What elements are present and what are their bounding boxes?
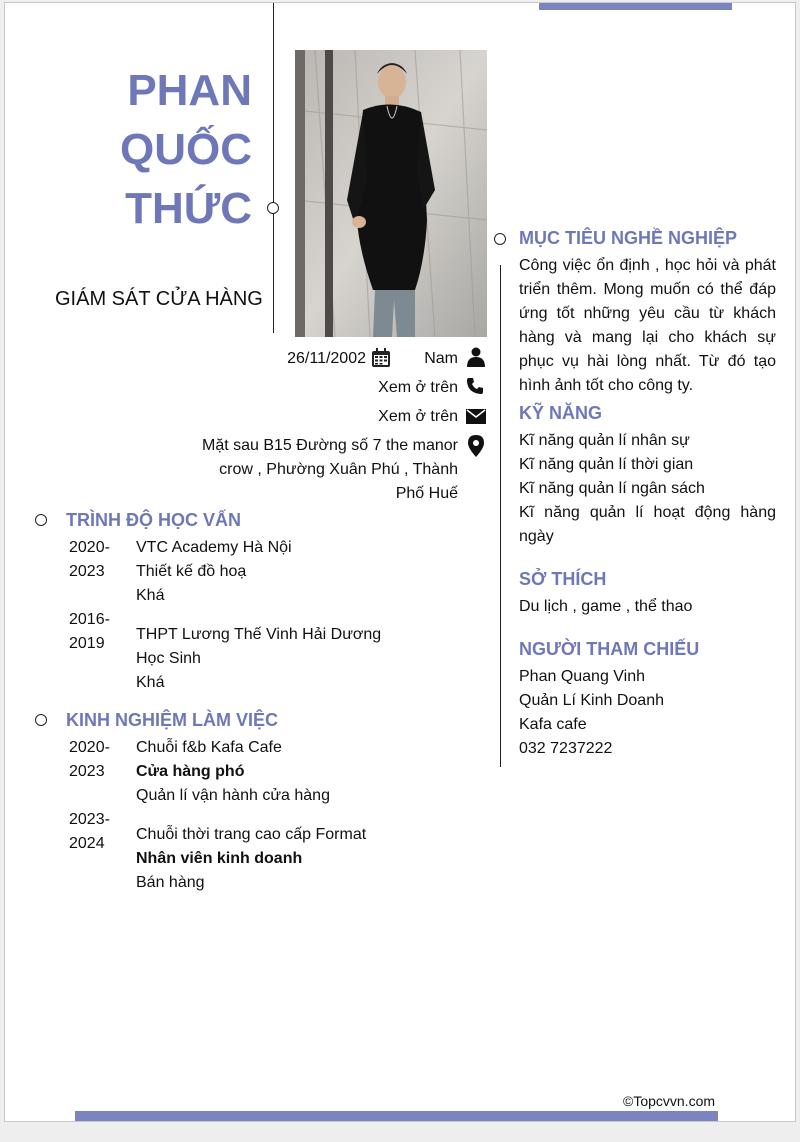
education-timeline-dot — [35, 514, 47, 526]
full-name — [120, 61, 252, 238]
education-major: Học Sinh — [136, 650, 201, 667]
experience-description: Bán hàng — [136, 874, 205, 891]
profile-photo — [295, 50, 487, 337]
right-divider-line — [500, 265, 501, 767]
name-line-1: PHAN — [127, 66, 252, 115]
name-line-2: QUỐC — [120, 125, 252, 174]
education-grade: Khá — [136, 587, 165, 604]
gender: Nam — [424, 350, 458, 367]
skills-title: KỸ NĂNG — [519, 403, 603, 423]
experience-description: Quản lí vận hành cửa hàng — [136, 787, 330, 804]
reference-company: Kafa cafe — [519, 716, 587, 733]
map-pin-icon — [468, 435, 484, 462]
name-line-3: THỨC — [125, 184, 252, 233]
skill-item: Kĩ năng quản lí thời gian — [519, 456, 694, 473]
objective-text: Công việc ổn định , học hỏi và phát triển thêm. Mong muốn có thể đáp ứng tốt những yêu cầu từ khách hàng và mang lại cho khách sự phục vụ hài lòng nhất. Từ đó tạo hình ảnh tốt cho công ty. — [519, 257, 776, 394]
person-icon — [467, 347, 485, 372]
phone-icon — [466, 377, 484, 400]
reference-role: Quản Lí Kinh Doanh — [519, 692, 664, 709]
experience-timeline-dot — [35, 714, 47, 726]
hobbies-title: SỞ THÍCH — [519, 569, 607, 589]
skill-item: Kĩ năng quản lí nhân sự — [519, 432, 690, 449]
top-accent-bar — [539, 3, 732, 10]
education-period: 2020-2023 — [69, 539, 110, 580]
right-timeline-dot — [494, 233, 506, 245]
address: Mặt sau B15 Đường số 7 the manor crow , Phường Xuân Phú , Thành Phố Huế — [202, 437, 458, 502]
education-school: THPT Lương Thế Vinh Hải Dương — [136, 626, 382, 643]
job-title: GIÁM SÁT CỬA HÀNG — [55, 288, 263, 310]
education-period: 2016-2019 — [69, 611, 110, 652]
experience-period: 2020-2023 — [69, 739, 110, 780]
reference-name: Phan Quang Vinh — [519, 668, 646, 685]
header-divider-line — [273, 3, 274, 333]
experience-position: Cửa hàng phó — [136, 763, 245, 780]
envelope-icon — [466, 409, 486, 429]
experience-company: Chuỗi thời trang cao cấp Format — [136, 826, 367, 843]
skill-item: Kĩ năng quản lí hoạt động hàng ngày — [519, 504, 776, 545]
references-title: NGƯỜI THAM CHIẾU — [519, 639, 700, 659]
objective-title: MỤC TIÊU NGHỀ NGHIỆP — [519, 228, 738, 248]
watermark: ©Topcvvn.com — [623, 1093, 716, 1109]
cv-page — [4, 2, 796, 1122]
experience-company: Chuỗi f&b Kafa Cafe — [136, 739, 282, 756]
experience-position: Nhân viên kinh doanh — [136, 850, 303, 867]
header-timeline-dot — [267, 202, 279, 214]
education-grade: Khá — [136, 674, 165, 691]
calendar-icon — [371, 348, 391, 373]
birthdate: 26/11/2002 — [287, 350, 366, 367]
education-school: VTC Academy Hà Nội — [136, 539, 292, 556]
hobbies-text: Du lịch , game , thể thao — [519, 598, 693, 615]
email: Xem ở trên — [378, 408, 458, 425]
education-title: TRÌNH ĐỘ HỌC VẤN — [66, 510, 241, 530]
skill-item: Kĩ năng quản lí ngân sách — [519, 480, 705, 497]
experience-period: 2023-2024 — [69, 811, 110, 852]
experience-title: KINH NGHIỆM LÀM VIỆC — [66, 710, 279, 730]
education-major: Thiết kế đồ hoạ — [136, 563, 247, 580]
reference-phone: 032 7237222 — [519, 740, 613, 757]
bottom-accent-bar — [75, 1111, 718, 1121]
phone: Xem ở trên — [378, 379, 458, 396]
